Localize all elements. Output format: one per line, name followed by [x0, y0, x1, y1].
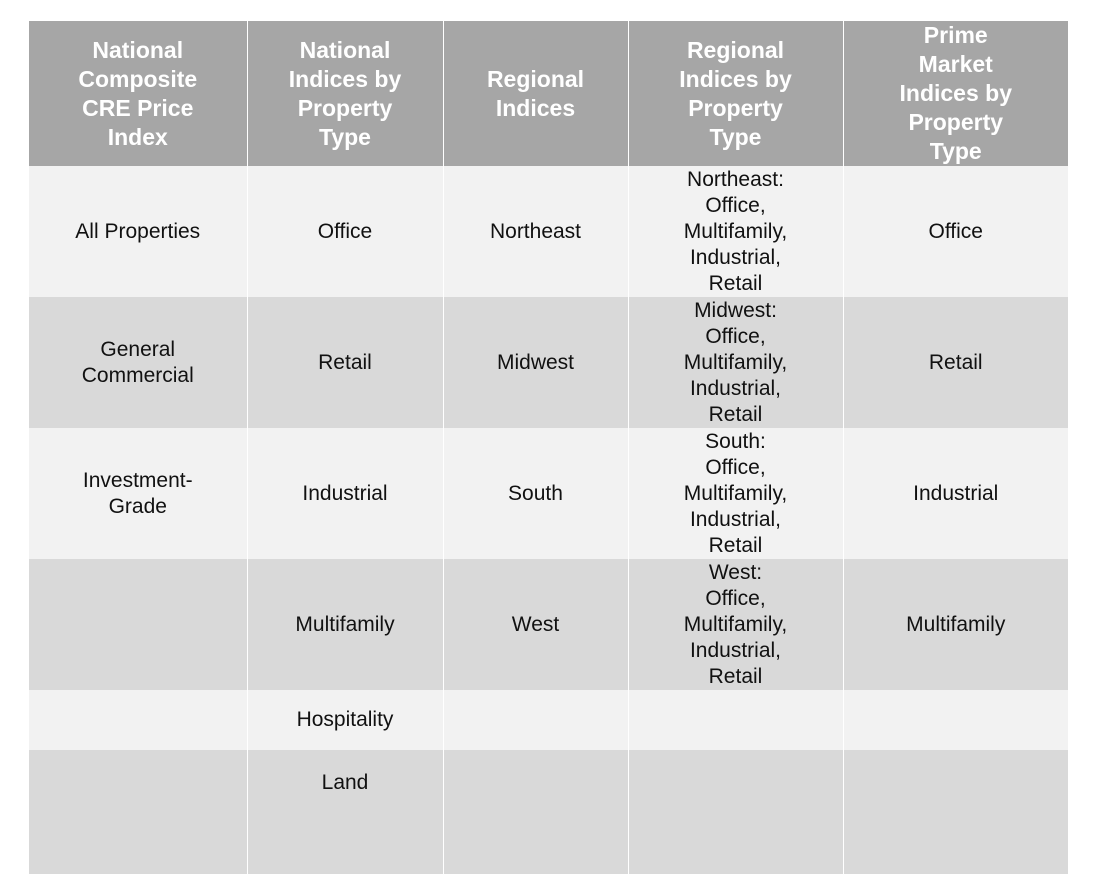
header-regional-indices: [443, 21, 628, 166]
table-cell: West: Office, Multifamily, Industrial, Retail: [628, 559, 843, 690]
table-cell: South: [443, 428, 628, 559]
table-cell: Midwest: Office, Multifamily, Industrial, Retail: [628, 297, 843, 428]
table-body: [29, 166, 1068, 874]
table-cell: Office: [843, 166, 1068, 297]
table-cell: Multifamily: [843, 559, 1068, 690]
table-cell: [628, 750, 843, 874]
table-cell: [443, 690, 628, 750]
header-label: Regional Indices: [486, 65, 585, 121]
header-regional-by-property-type: [628, 21, 843, 166]
table-header: [29, 21, 1068, 166]
table-cell: Industrial: [247, 428, 443, 559]
table-cell: [628, 690, 843, 750]
header-label: Prime Market Indices by Property Type: [899, 22, 1012, 164]
table-row: [29, 559, 1068, 690]
table-cell: Northeast: [443, 166, 628, 297]
cre-price-index-table: [29, 21, 1068, 874]
table-row: [29, 297, 1068, 428]
table-cell: All Properties: [29, 166, 247, 297]
table-cell: General Commercial: [29, 297, 247, 428]
table-cell: Midwest: [443, 297, 628, 428]
header-label: Regional Indices by Property Type: [679, 36, 792, 150]
header-row: [29, 21, 1068, 166]
table-cell: Northeast: Office, Multifamily, Industrial, Retail: [628, 166, 843, 297]
table-cell: Investment- Grade: [29, 428, 247, 559]
table-row: [29, 750, 1068, 874]
header-national-by-property-type: [247, 21, 443, 166]
table-cell: Industrial: [843, 428, 1068, 559]
table-cell: [29, 690, 247, 750]
table-cell: [843, 750, 1068, 874]
table-cell: [29, 750, 247, 874]
table-cell: West: [443, 559, 628, 690]
header-label: National Indices by Property Type: [288, 36, 402, 150]
table-cell: Land: [247, 750, 443, 874]
table-cell: Multifamily: [247, 559, 443, 690]
header-national-composite: [29, 21, 247, 166]
header-label: National Composite CRE Price Index: [78, 36, 198, 150]
table-row: [29, 166, 1068, 297]
table-cell: [443, 750, 628, 874]
table-cell: Office: [247, 166, 443, 297]
header-prime-market-by-property-type: [843, 21, 1068, 166]
table-cell: Hospitality: [247, 690, 443, 750]
table-cell: [29, 559, 247, 690]
table-row: [29, 428, 1068, 559]
table-cell: Retail: [247, 297, 443, 428]
table-cell: Retail: [843, 297, 1068, 428]
table-row: [29, 690, 1068, 750]
table-cell: South: Office, Multifamily, Industrial, Retail: [628, 428, 843, 559]
table-cell: [843, 690, 1068, 750]
